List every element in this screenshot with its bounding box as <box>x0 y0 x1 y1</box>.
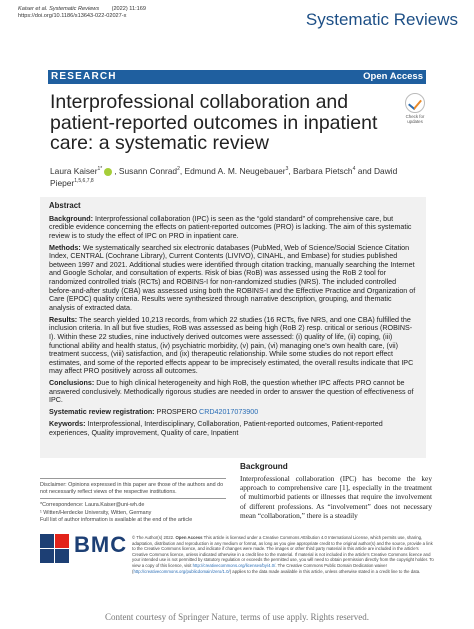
abstract-conclusions <box>49 379 417 405</box>
journal-name: Systematic Reviews <box>305 10 458 29</box>
license-body: ) applies to the data made available in this article, unless otherwise stated in a credit line to the data. <box>229 568 421 574</box>
divider <box>40 498 226 499</box>
article-type-banner <box>48 70 426 84</box>
section-text: The search yielded 10,213 records, from which 22 studies (16 RCTs, five NRS, and one CBA) fulfilled the inclusion criteria. In all but five studies, RoB was assessed as being high (RoB 2) resp. critical or serious (ROBINS-I). Within these 22 studies, nine inductively derived outcomes were assessed: (i) quality of life, (ii) coping, (iii) functional ability and health status, (iv) psychiatric morbidity, (v) pain, (vi) managing one’s own health care, (vii) treatment success, (viii) satisfaction, and (ix) therapeutic relationship. While some studies do not report effect estimates, and some of the reported effects appear to be imprecisely estimated, the overall results indicate that IPC may affect PRO positively across all outcomes. <box>49 315 414 376</box>
license-body: . The Creative Commons Public Domain Dedication waiver ( <box>132 562 387 574</box>
open-access-label: Open Access <box>363 71 423 82</box>
section-label: Conclusions: <box>49 379 95 388</box>
abstract-background <box>49 215 417 241</box>
background-heading: Background <box>240 462 288 471</box>
article-notes <box>40 478 226 527</box>
author-affiliation-sup: 1* <box>97 166 103 172</box>
citation-doi[interactable]: https://doi.org/10.1186/s13643-022-02027-x <box>18 13 127 20</box>
section-text: Due to high clinical heterogeneity and high RoB, the question whether IPC affects PRO cannot be answered conclusively. Methodically rigorous studies are needed in order to answer the question of effectiveness of IPC. <box>49 379 414 405</box>
author-name[interactable]: Laura Kaiser <box>50 165 98 176</box>
background-paragraph: Interprofessional collaboration (IPC) has become the key approach to comprehensive care [1], especially in the treatment of multimorbid patients or illnesses that require the involvement of different professions. As “involvement” does not necessary mean “collaboration,” there is a steadily <box>240 474 432 520</box>
author-affiliation-sup: 2 <box>177 166 180 172</box>
author-name[interactable]: , Edmund A. M. Neugebauer <box>179 165 286 176</box>
author-name[interactable]: and Dawid Pieper <box>50 165 398 188</box>
citation-year: (2022) 11:169 <box>111 6 146 12</box>
check-updates-label: Check for updates <box>405 114 425 124</box>
divider <box>40 478 226 479</box>
waiver-link[interactable]: http://creativecommons.org/publicdomain/zero/1.0/ <box>133 568 230 574</box>
logo-square <box>40 549 54 563</box>
registration-link[interactable]: CRD42017073900 <box>199 408 259 417</box>
author-affiliation-sup: 3 <box>285 166 289 172</box>
abstract-keywords <box>49 420 417 437</box>
logo-square <box>55 534 69 548</box>
section-label: Results: <box>49 315 78 324</box>
abstract-methods <box>49 244 417 313</box>
check-updates-badge[interactable] <box>404 93 426 124</box>
citation-authors: Kaiser et al. Systematic Reviews <box>18 6 100 12</box>
bmc-wordmark: BMC <box>74 532 128 557</box>
article-title: Interprofessional collaboration and patient-reported outcomes in inpatient care: a systematic review <box>50 91 378 154</box>
license-text <box>132 535 435 574</box>
abstract-heading: Abstract <box>49 201 81 210</box>
citation-block <box>18 6 146 20</box>
author-list <box>50 164 430 188</box>
orcid-icon[interactable] <box>104 168 112 176</box>
section-text: Interprofessional collaboration (IPC) is seen as the “gold standard” of comprehensive care, but credible evidence concerning the effects on patient-reported outcomes (PRO) is lacking. The aim of this systematic review is to study the effect of IPC on PRO in inpatient care. <box>49 214 412 240</box>
affiliation-note: ¹ Witten/Herdecke University, Witten, Germany <box>40 509 152 516</box>
section-label: Keywords: <box>49 420 86 429</box>
logo-square <box>40 534 54 548</box>
abstract-results <box>49 316 417 376</box>
author-info-note: Full list of author information is available at the end of the article <box>40 517 193 524</box>
author-name[interactable]: , Susann Conrad <box>114 165 178 176</box>
open-access-label: Open Access <box>174 535 203 540</box>
article-type-label: RESEARCH <box>51 71 117 82</box>
abstract-registration <box>49 408 417 417</box>
author-affiliation-sup: 4 <box>352 166 356 172</box>
disclaimer-note: Disclaimer: Opinions expressed in this paper are those of the authors and do not necessarily reflect views of the respective institutions. <box>40 482 224 495</box>
courtesy-footer: Content courtesy of Springer Nature, terms of use apply. Rights reserved. <box>104 612 370 622</box>
license-link[interactable]: http://creativecommons.org/licenses/by/4.0/ <box>192 562 276 568</box>
copyright-prefix: © The Author(s) 2022. <box>132 535 175 540</box>
section-text: Interprofessional, Interdisciplinary, Collaboration, Patient-reported outcomes, Patient-reported experiences, Quality improvement, Quality of care, Inpatient <box>49 420 383 437</box>
abstract-box <box>40 197 426 458</box>
logo-square <box>55 549 69 563</box>
author-name[interactable]: , Barbara Pietsch <box>288 165 353 176</box>
license-body: This article is licensed under a Creative Commons Attribution 4.0 International License, which permits use, sharing, adaptation, distribution and reproduction in any medium or format, as long as you give appropriate credit to the original author(s) and the source, provide a link to the Creative Commons licence, and indicate if changes were made. The images or other third party material in this article are included in the article’s Creative Commons licence, unless indicated otherwise in a credit line to the material. If material is not included in the article’s Creative Commons licence and your intended use is not permitted by statutory regulation or exceeds the permitted use, you will need to obtain permission directly from the copyright holder. To view a copy of this licence, visit <box>132 535 434 568</box>
section-text: We systematically searched six electronic databases (PubMed, Web of Science/Social Science Citation Index, CENTRAL (Cochrane Library), Current Contents (LIVIVO), CINAHL, and Embase) for studies published between 1997 and 2021. Additional studies were identified through citation tracking, manually searching the Internet and Google Scholar, and consultation of experts. Risk of bias (RoB) was assessed using the RoB 2 tool for randomized controlled trials (RCTs) and ROBINS-I for non-randomized studies (NRS). The included controlled before-and-after study (CBA) was assessed using both the ROBINS-I and the Effective Practice and Organization of Care (EPOC) quality criteria. Results were synthesized through narrative description, grouping, and thematic analysis of extracted data. <box>49 243 416 312</box>
section-label: Systematic review registration: <box>49 408 155 417</box>
section-text: PROSPERO <box>154 408 200 417</box>
author-affiliation-sup: 1,5,6,7,8 <box>74 177 94 184</box>
correspondence-note[interactable]: *Correspondence: Laura.Kaiser@uni-wh.de <box>40 502 145 509</box>
check-updates-icon <box>405 93 425 113</box>
section-label: Methods: <box>49 243 81 252</box>
section-label: Background: <box>49 214 94 223</box>
